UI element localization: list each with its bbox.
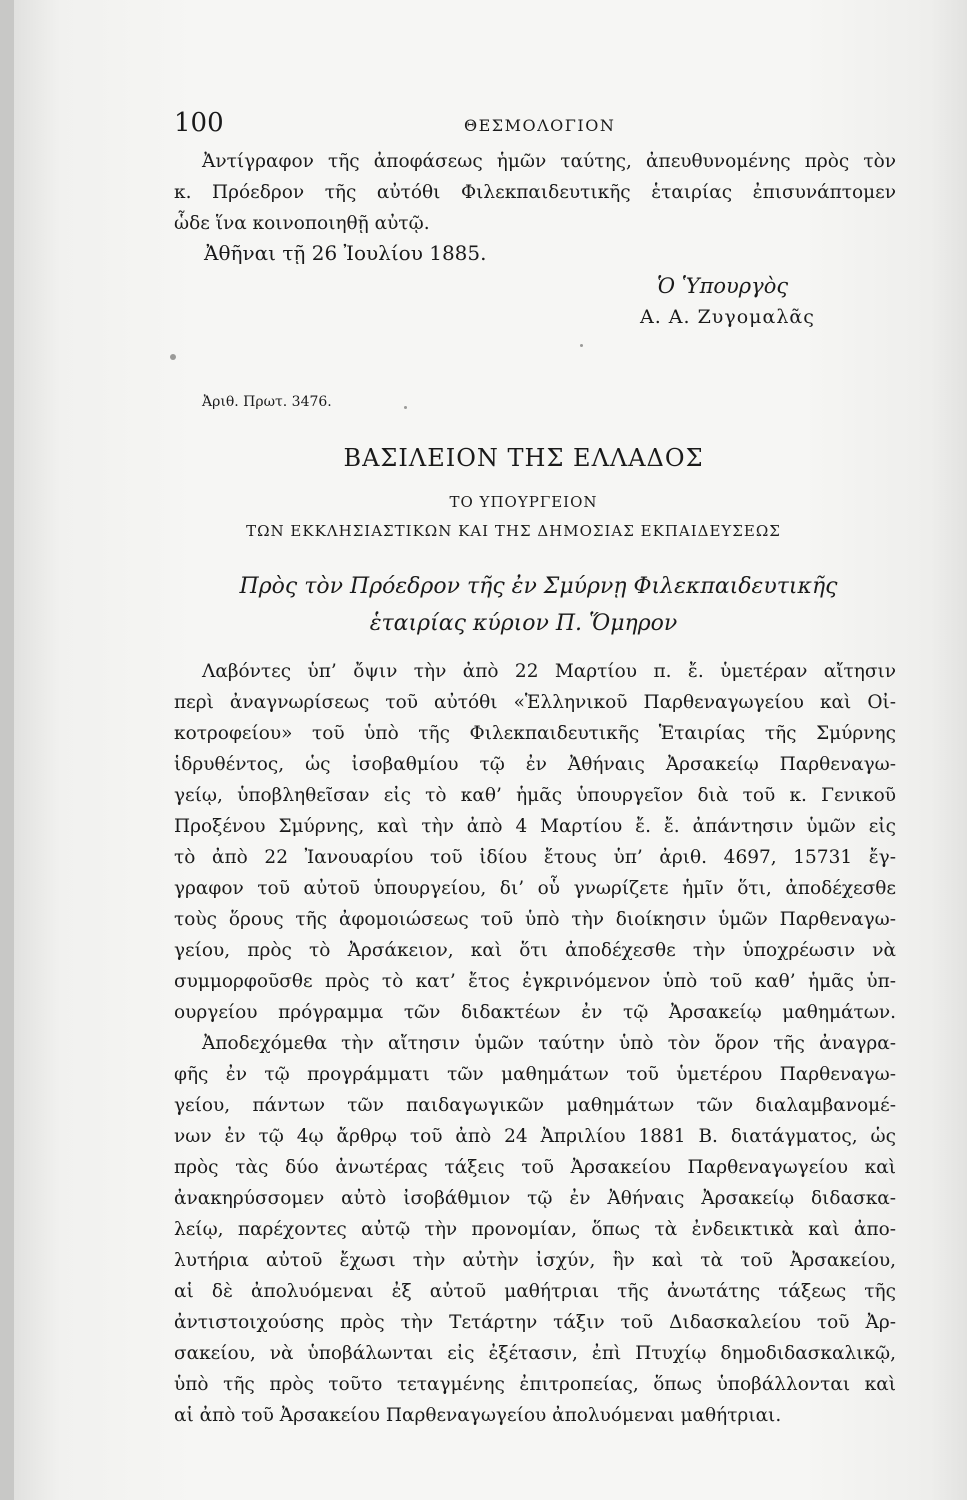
text-line: γείου, πάντων τῶν παιδαγωγικῶν μαθημάτων τῶν διαλαμβανομέ-: [174, 1095, 896, 1116]
running-title: ΘΕΣΜΟΛΟΓΙΟΝ: [464, 116, 616, 135]
text-line: κοτροφείου» τοῦ ὑπὸ τῆς Φιλεκπαιδευτικῆς Ἑταιρίας τῆς Σμύρνης: [174, 723, 896, 744]
text-line: λείῳ, παρέχοντες αὐτῷ τὴν προνομίαν, ὅπως τὰ ἐνδεικτικὰ καὶ ἀπο-: [174, 1219, 896, 1240]
kingdom-heading-text: ΒΑΣΙΛΕΙΟΝ ΤΗΣ ΕΛΛΑΔΟΣ: [343, 444, 704, 472]
page-edge-shadow: [0, 0, 14, 1500]
ministry-line1-text: ΤΟ ΥΠΟΥΡΓΕΙΟΝ: [449, 493, 598, 511]
paragraph-2: [174, 1028, 896, 1431]
text-line: Λαβόντες ὑπ’ ὄψιν τὴν ἀπὸ 22 Μαρτίου π. ἔ. ὑμετέραν αἴτησιν: [202, 661, 896, 682]
addressee-line1: [0, 568, 967, 605]
text-line: γείῳ, ὑποβληθεῖσαν εἰς τὸ καθ’ ἡμᾶς ὑπουργεῖον διὰ τοῦ κ. Γενικοῦ: [174, 785, 896, 806]
date-line-block: [174, 238, 896, 269]
text-line: αἱ δὲ ἀπολυόμεναι ἐξ αὐτοῦ μαθήτριαι τῆς ἀνωτάτης τάξεως τῆς: [174, 1281, 896, 1302]
addressee-line2: [0, 605, 967, 642]
protocol-number: Ἀριθ. Πρωτ. 3476.: [202, 394, 332, 410]
ministry-heading-line1: [0, 493, 967, 511]
text-line: ουργείου πρόγραμμα τῶν διδακτέων ἐν τῷ Ἀρσακείῳ μαθημάτων.: [174, 1002, 896, 1023]
text-line: ὑπὸ τῆς πρὸς τοῦτο τεταγμένης ἐπιτροπείας, ὅπως ὑποβάλλονται καὶ: [174, 1374, 896, 1395]
kingdom-heading: [0, 444, 967, 472]
text-line: περὶ ἀναγνωρίσεως τοῦ αὐτόθι «Ἑλληνικοῦ Παρθεναγωγείου καὶ Οἰ-: [174, 692, 896, 713]
text-line: τοὺς ὅρους τῆς ἀφομοιώσεως τοῦ ὑπὸ τὴν διοίκησιν ὑμῶν Παρθεναγω-: [174, 909, 896, 930]
text-line: Ἀποδεχόμεθα τὴν αἴτησιν ὑμῶν ταύτην ὑπὸ τὸν ὅρον τῆς ἀναγρα-: [202, 1033, 896, 1054]
paragraph-1: [174, 656, 896, 1028]
text-line: πρὸς τὰς δύο ἀνωτέρας τάξεις τοῦ Ἀρσακείου Παρθεναγωγείου καὶ: [174, 1157, 896, 1178]
page-header: [174, 108, 894, 144]
text-line: συμμορφοῦσθε πρὸς τὸ κατ’ ἔτος ἐγκρινόμενον ὑπὸ τοῦ καθ’ ἡμᾶς ὑπ-: [174, 971, 896, 992]
text-line: ἀνακηρύσσομεν αὐτὸ ἰσοβάθμιον τῷ ἐν Ἀθήναις Ἀρσακείῳ διδασκα-: [174, 1188, 896, 1209]
date-line: Ἀθῆναι τῇ 26 Ἰουλίου 1885.: [204, 241, 487, 265]
text-line: φῆς ἐν τῷ προγράμματι τῶν μαθημάτων τοῦ ὑμετέρου Παρθεναγω-: [174, 1064, 896, 1085]
text-line: νων ἐν τῷ 4ῳ ἄρθρῳ τοῦ ἀπὸ 24 Ἀπριλίου 1881 Β. διατάγματος, ὡς: [174, 1126, 896, 1147]
text-line: Προξένου Σμύρνης, καὶ τὴν ἀπὸ 4 Μαρτίου ἔ. ἔ. ἀπάντησιν ὑμῶν εἰς: [174, 816, 896, 837]
signature-title: Ὁ Ὑπουργὸς: [657, 274, 789, 298]
ministry-line2-text: ΤΩΝ ΕΚΚΛΗΣΙΑΣΤΙΚΩΝ ΚΑΙ ΤΗΣ ΔΗΜΟΣΙΑΣ ΕΚΠΑΙΔΕΥΣΕΩΣ: [246, 522, 781, 540]
page-number: 100: [174, 108, 224, 138]
ink-speck: [404, 406, 407, 409]
addressee-line1-text: Πρὸς τὸν Πρόεδρον τῆς ἐν Σμύρνῃ Φιλεκπαιδευτικῆς: [239, 574, 838, 599]
signature-name: Α. Α. Ζυγομαλᾶς: [640, 306, 815, 328]
intro-paragraph: [174, 146, 896, 239]
text-line: ἱδρυθέντος, ὡς ἰσοβαθμίου τῷ ἐν Ἀθήναις Ἀρσακείῳ Παρθεναγω-: [174, 754, 896, 775]
text-line: γραφον τοῦ αὐτοῦ ὑπουργείου, δι’ οὗ γνωρίζετε ἡμῖν ὅτι, ἀποδέχεσθε: [174, 878, 896, 899]
addressee-line2-text: ἑταιρίας κύριον Π. Ὅμηρον: [369, 611, 678, 636]
text-line: κ. Πρόεδρον τῆς αὐτόθι Φιλεκπαιδευτικῆς ἑταιρίας ἐπισυνάπτομεν: [174, 182, 896, 203]
text-line: ἀντιστοιχούσης πρὸς τὴν Τετάρτην τάξιν τοῦ Διδασκαλείου τοῦ Ἀρ-: [174, 1312, 896, 1333]
text-line: σακείου, νὰ ὑποβάλωνται εἰς ἐξέτασιν, ἐπὶ Πτυχίῳ δημοδιδασκαλικῷ,: [174, 1343, 896, 1364]
text-line: ὧδε ἵνα κοινοποιηθῇ αὐτῷ.: [174, 213, 430, 234]
ministry-heading-line2: [0, 522, 967, 540]
ink-speck: [170, 354, 176, 360]
ink-speck: [580, 344, 583, 347]
text-line: Ἀντίγραφον τῆς ἀποφάσεως ἡμῶν ταύτης, ἀπευθυνομένης πρὸς τὸν: [202, 151, 896, 172]
text-line: τὸ ἀπὸ 22 Ἰανουαρίου τοῦ ἰδίου ἔτους ὑπ’ ἀριθ. 4697, 15731 ἔγ-: [174, 847, 896, 868]
text-line: αἱ ἀπὸ τοῦ Ἀρσακείου Παρθεναγωγείου ἀπολυόμεναι μαθήτριαι.: [174, 1405, 782, 1426]
text-line: γείου, πρὸς τὸ Ἀρσάκειον, καὶ ὅτι ἀποδέχεσθε τὴν ὑποχρέωσιν νὰ: [174, 940, 896, 961]
text-line: λυτήρια αὐτοῦ ἔχωσι τὴν αὐτὴν ἰσχύν, ἣν καὶ τὰ τοῦ Ἀρσακείου,: [174, 1250, 896, 1271]
